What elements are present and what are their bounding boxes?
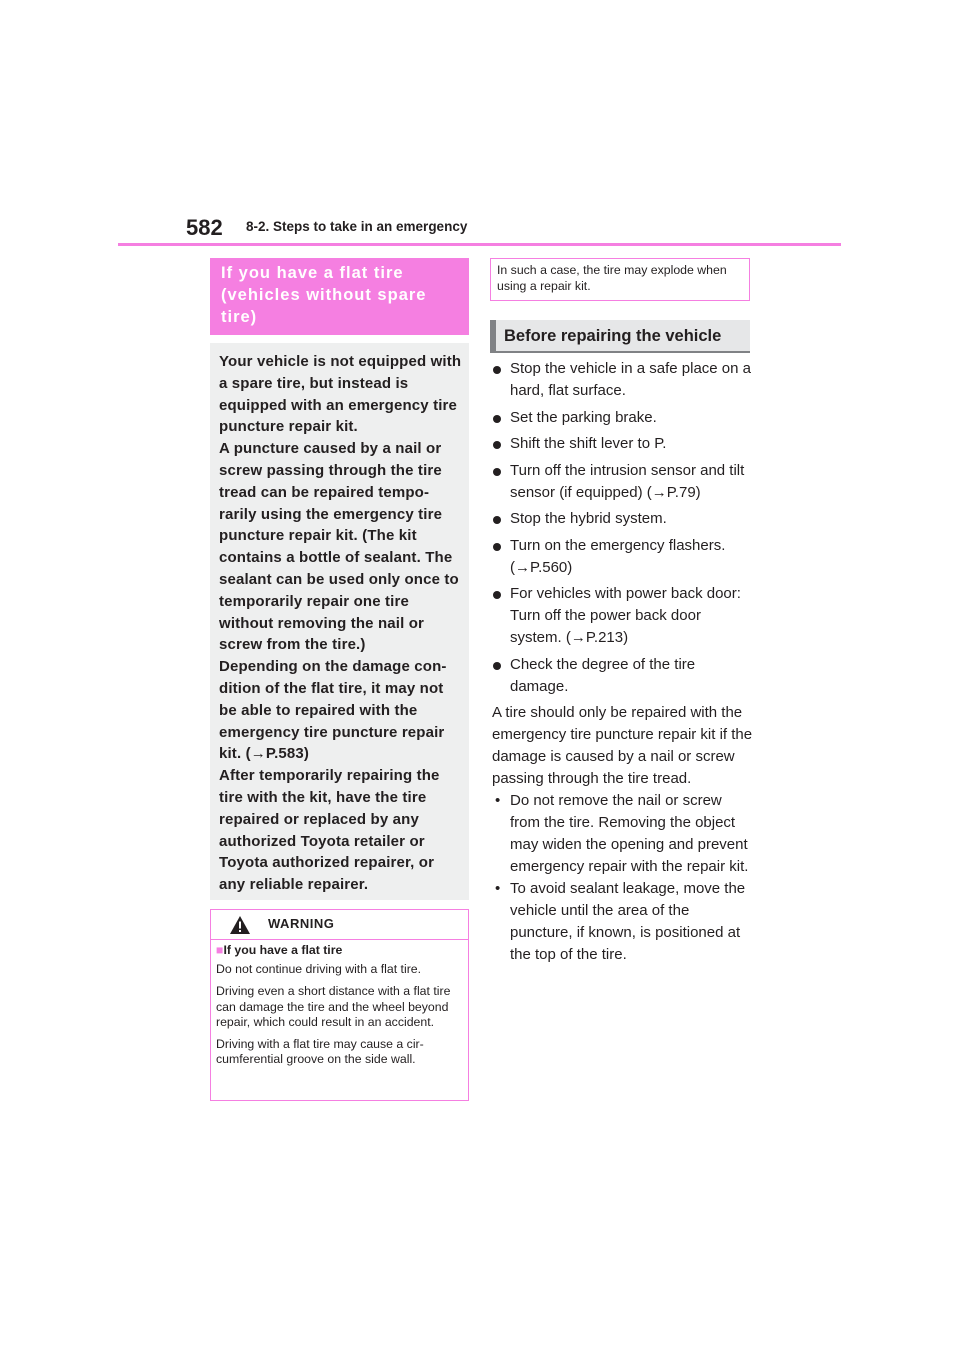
list-item-text: For vehicles with power back door: Turn off the power back door system. (→P.213) <box>510 585 741 646</box>
list-item <box>492 878 754 966</box>
list-item-text: Turn off the intrusion sensor and tilt sensor (if equipped) (→P.79) <box>510 461 745 501</box>
bullet-dot-icon <box>493 441 501 449</box>
list-item-text: Stop the vehicle in a safe place on a hard, flat surface. <box>510 360 751 399</box>
list-item <box>492 460 754 504</box>
list-item-text: Stop the hybrid system. <box>510 510 667 527</box>
dot-bullet-icon: • <box>495 792 501 809</box>
bullet-dot-icon <box>493 366 501 374</box>
warning-label: WARNING <box>268 916 335 931</box>
list-item <box>492 583 754 649</box>
warning-paragraph: Driving even a short distance with a flat tire can damage the tire and the wheel beyond repair, which could result in an accident. <box>216 984 451 1029</box>
square-bullet-icon: ■ <box>216 943 224 957</box>
list-item-text: Set the parking brake. <box>510 408 657 426</box>
summary-paragraph: Your vehicle is not equipped with a spare tire, but instead is equipped with an emergency tire puncture repair kit. <box>219 353 462 436</box>
list-item-text: Turn on the emergency flashers. (→P.560) <box>510 536 726 576</box>
section-title: 8-2. Steps to take in an emergency <box>246 219 468 234</box>
warning-body <box>216 943 466 1074</box>
explode-note-box: In such a case, the tire may explode when using a repair kit. <box>490 258 750 301</box>
dot-bullet-icon: • <box>495 880 501 897</box>
before-repairing-content <box>492 358 754 966</box>
bullet-dot-icon <box>493 415 501 423</box>
warning-subhead-text: If you have a flat tire <box>223 943 343 957</box>
repair-criteria-paragraph: A tire should only be repaired with the emergency tire puncture repair kit if the damage is caused by a nail or screw passing through the tire tread. <box>492 704 753 787</box>
bullet-dot-icon <box>493 543 501 551</box>
header-rule <box>118 243 841 246</box>
list-item <box>492 358 754 402</box>
warning-box <box>210 909 469 1101</box>
bullet-dot-icon <box>493 468 501 476</box>
bullet-dot-icon <box>493 591 501 599</box>
summary-paragraph: After temporarily repairing the tire with the kit, have the tire repaired or replaced by any authorized Toyota retailer or Toyota authorized repairer, or any reliable repairer. <box>219 767 440 894</box>
warning-triangle-icon <box>229 915 251 935</box>
page-number: 582 <box>186 215 223 240</box>
summary-box <box>210 343 469 900</box>
list-item-text: To avoid sealant leakage, move the vehicle until the area of the puncture, if known, is positioned at the top of the tire. <box>510 880 746 963</box>
bullet-dot-icon <box>493 516 501 524</box>
list-item-text: Do not remove the nail or screw from the tire. Removing the object may widen the opening and prevent emergency repair with the repair kit. <box>510 792 749 875</box>
list-item <box>492 407 754 429</box>
list-item <box>492 654 754 698</box>
list-item-text: Check the degree of the tire damage. <box>510 655 696 695</box>
list-item <box>492 433 754 455</box>
list-item <box>492 535 754 579</box>
list-item <box>492 790 754 878</box>
warning-paragraph: Do not continue driving with a flat tire. <box>216 962 422 977</box>
warning-subhead <box>216 943 466 958</box>
bullet-dot-icon <box>493 662 501 670</box>
flat-tire-heading: If you have a flat tire (vehicles without spare tire) <box>210 258 469 335</box>
summary-paragraph: Depending on the damage con-dition of the flat tire, it may not be able to repaired with the emergency tire puncture repair kit. (→P.583) <box>219 658 447 763</box>
summary-paragraph: A puncture caused by a nail or screw passing through the tire tread can be repaired tempo-rarily using the emergency tire puncture repair kit. (The kit contains a bottle of sealant. The sealant can be used only once to temporarily repair one tire without removing the nail or screw from the tire.) <box>219 440 459 654</box>
before-repairing-heading: Before repairing the vehicle <box>490 320 750 353</box>
warning-paragraph: Driving with a flat tire may cause a cir-cumferential groove on the side wall. <box>216 1037 424 1067</box>
list-item <box>492 508 754 530</box>
list-item-text: Shift the shift lever to P. <box>510 435 667 452</box>
warning-header <box>211 910 468 940</box>
